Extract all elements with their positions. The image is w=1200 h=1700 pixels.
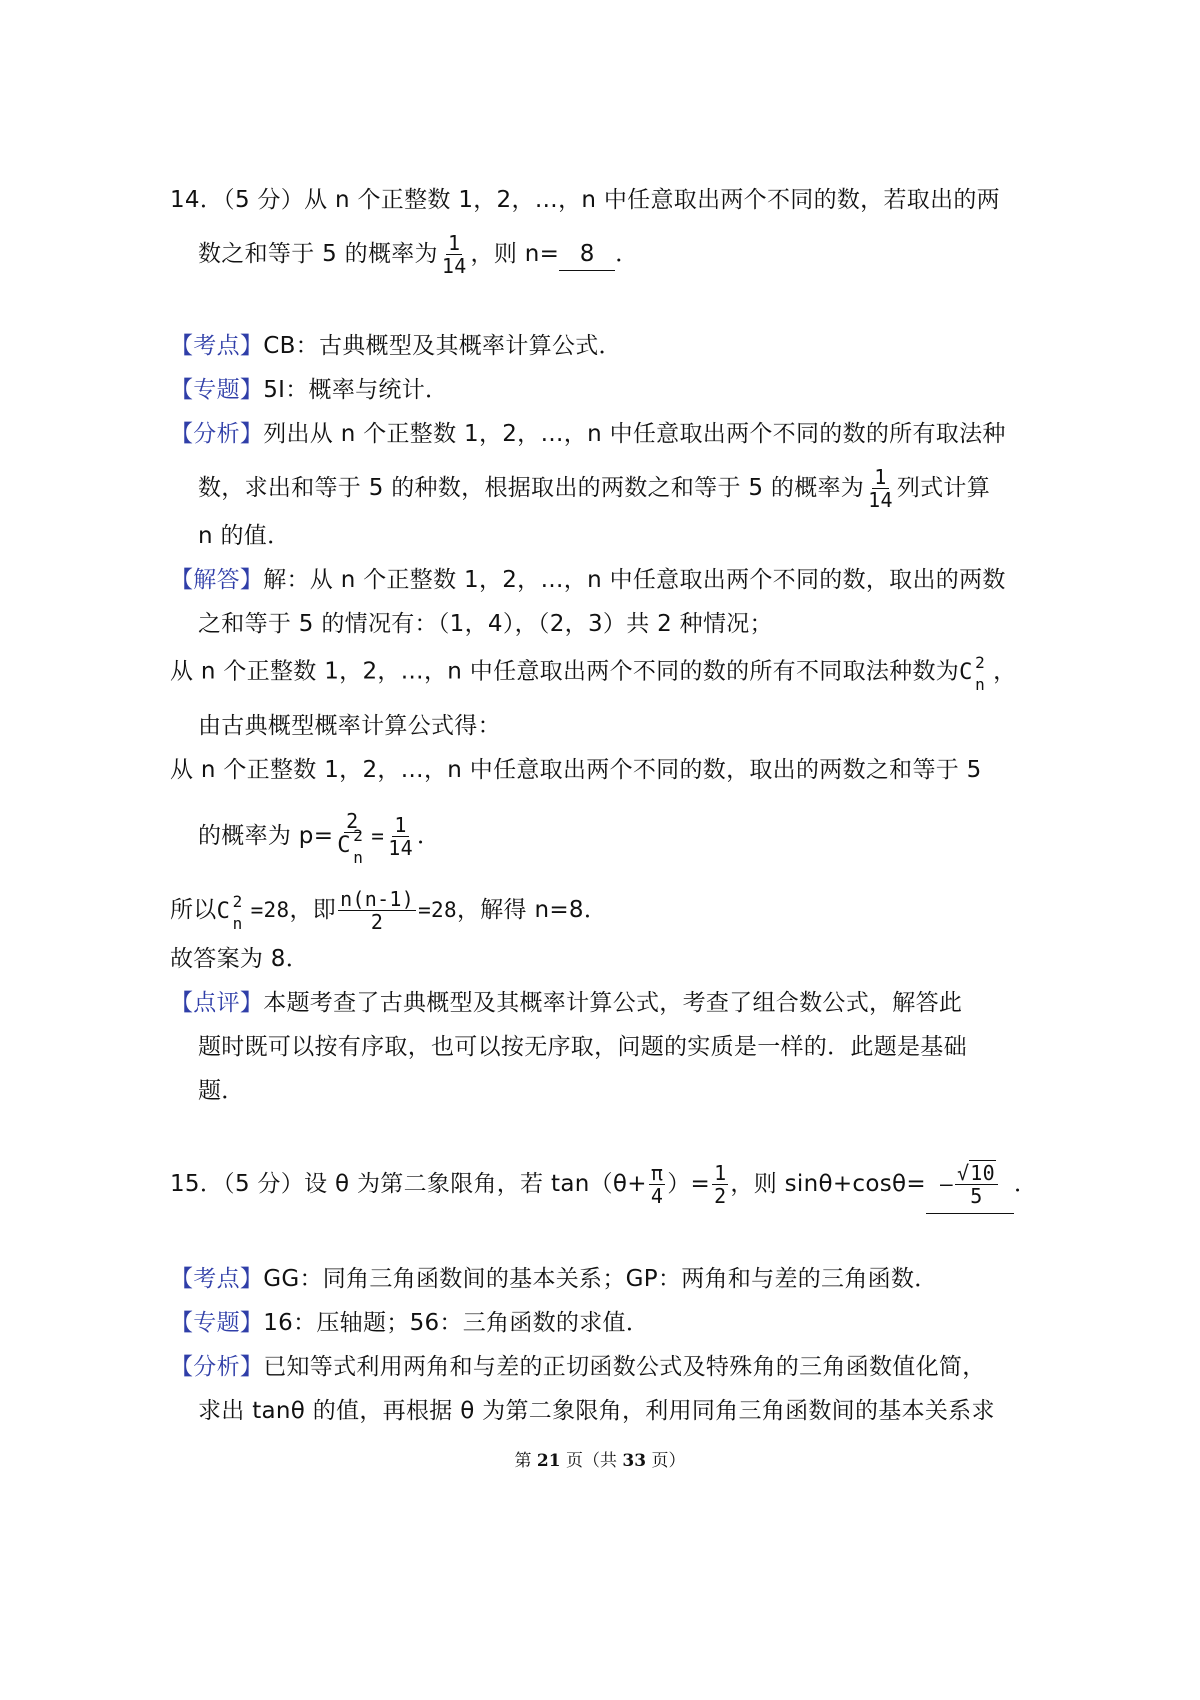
section-text: GG：同角三角函数间的基本关系；GP：两角和与差的三角函数． [263,1266,938,1292]
fraction-numerator: 1 [394,813,407,837]
q15-fenxi-line2: 求出 tanθ 的值，再根据 θ 为第二象限角，利用同角三角函数间的基本关系求 [198,1398,995,1424]
q14-text: 数之和等于 5 的概率为 [198,241,438,267]
q14-fenxi-line1 [170,418,1006,450]
section-text: CB：古典概型及其概率计算公式． [263,333,622,359]
section-text: 16：压轴题；56：三角函数的求值． [263,1310,650,1336]
fraction-denominator: 14 [388,836,413,860]
q14-dianping-line2: 题时既可以按有序取，也可以按无序取，问题的实质是一样的．此题是基础 [198,1034,967,1060]
comb-c: C [337,833,351,858]
combination-symbol [337,826,367,867]
q15-text: ，则 sinθ+cosθ= [730,1171,926,1197]
section-text: 已知等式利用两角和与差的正切函数公式及特殊角的三角函数值化简， [263,1354,986,1380]
q14-jieda-line7 [170,888,607,933]
fraction-denominator: 14 [868,488,893,512]
q15-stem [170,1162,1037,1214]
fraction-denominator: 2 [370,910,384,934]
fraction-denominator [335,826,369,867]
section-tag: 【解答】 [170,567,264,593]
section-text: 列式计算 [896,475,991,501]
sqrt-symbol: √10 [956,1161,995,1185]
q15-zhuanti [170,1307,649,1339]
q14-text: ． [615,241,639,267]
footer-text: 页（共 [560,1451,623,1471]
section-tag: 【考点】 [170,1266,264,1292]
page-number: 21 [536,1451,561,1471]
q14-answer-blank: 8 [559,238,615,271]
q14-jieda-line4: 由古典概型概率计算公式得： [198,713,501,739]
p-fraction [335,809,369,867]
section-text: 所以 [170,897,217,923]
section-tag: 【点评】 [170,990,264,1016]
fraction-numerator: π [650,1161,664,1185]
section-text: 数，求出和等于 5 的种数，根据取出的两数之和等于 5 的概率为 [198,475,865,501]
section-tag: 【考点】 [170,333,264,359]
comb-sub: n [975,675,986,694]
pi-fraction [649,1162,665,1207]
fraction-numerator: 1 [448,231,461,255]
section-text: 解：从 n 个正整数 1，2，…，n 中任意取出两个不同的数，取出的两数 [263,567,1006,593]
equals: = [371,824,385,848]
section-tag: 【分析】 [170,421,264,447]
comb-c: C [959,660,973,685]
q14-jieda-line1 [170,564,1006,596]
fraction-numerator: n(n-1) [340,887,415,911]
section-text: 5I：概率与统计． [263,377,449,403]
section-tag: 【专题】 [170,1310,264,1336]
fraction-numerator: 2 [346,809,359,833]
combination-symbol [216,891,251,933]
total-pages: 33 [622,1451,647,1471]
q14-stem-line1: 14．（5 分）从 n 个正整数 1，2，…，n 中任意取出两个不同的数，若取出的两 [170,187,1000,213]
q14-fraction [866,466,895,511]
comb-sub: n [353,848,364,867]
section-text: 从 n 个正整数 1，2，…，n 中任意取出两个不同的数的所有不同取法种数为 [170,658,960,685]
fraction-denominator: 5 [970,1184,983,1208]
section-text: ， [993,658,1017,685]
section-text: ，解得 n=8． [456,897,608,923]
section-text: ，即 [289,897,337,923]
q14-jieda-line6 [198,809,441,867]
q15-kaodian [170,1263,938,1295]
q14-fraction [440,232,469,277]
q14-fraction [386,814,415,859]
section-text: 的概率为 p= [198,823,334,849]
nn-fraction [338,888,416,933]
q14-kaodian [170,330,622,362]
q14-jieda-line5: 从 n 个正整数 1，2，…，n 中任意取出两个不同的数，取出的两数之和等于 5 [170,757,982,783]
comb-sup: 2 [353,826,364,845]
q14-jieda-line8: 故答案为 8． [170,946,310,972]
q14-jieda-line2: 之和等于 5 的情况有：（1，4），（2，3）共 2 种情况； [198,611,773,637]
footer-text: 页） [646,1451,686,1471]
q14-dianping-line1 [170,987,962,1019]
q14-stem-line2 [198,232,639,277]
answer-sign: – [939,1172,953,1196]
comb-c: C [216,898,231,924]
comb-sup: 2 [232,891,243,911]
section-tag: 【分析】 [170,1354,264,1380]
math-text: =28 [250,898,290,922]
fraction-denominator: 4 [650,1184,664,1208]
section-text: 列出从 n 个正整数 1，2，…，n 中任意取出两个不同的数的所有取法种 [263,421,1006,447]
comb-sub: n [232,913,243,933]
half-fraction [712,1162,728,1207]
footer-text: 第 [514,1451,537,1471]
fraction-numerator [955,1162,998,1185]
q14-text: ，则 n= [470,241,560,267]
q15-answer-blank [926,1162,1014,1214]
q15-text: 15．（5 分）设 θ 为第二象限角，若 tan（θ+ [170,1171,647,1197]
q14-jieda-line3 [170,653,1017,694]
fraction-denominator: 2 [714,1184,727,1208]
section-text: 本题考查了古典概型及其概率计算公式，考查了组合数公式，解答此 [263,990,963,1016]
q14-zhuanti [170,374,448,406]
q15-text: ． [1013,1171,1038,1197]
fraction-denominator: 14 [441,254,467,278]
combination-symbol [959,653,993,694]
q14-fenxi-line3: n 的值． [198,523,291,549]
fraction-numerator: 1 [714,1161,727,1185]
fraction-numerator: 1 [874,465,887,489]
radicand: 10 [970,1161,995,1185]
section-tag: 【专题】 [170,377,264,403]
section-text: ． [416,823,441,849]
page-footer [0,1446,1200,1471]
answer-fraction [955,1162,998,1207]
q14-dianping-line3: 题． [198,1078,245,1104]
q15-text: ）= [667,1171,711,1197]
comb-sup: 2 [975,653,986,672]
math-text: =28 [418,898,457,922]
q14-fenxi-line2 [198,466,990,511]
q15-fenxi-line1 [170,1351,986,1383]
